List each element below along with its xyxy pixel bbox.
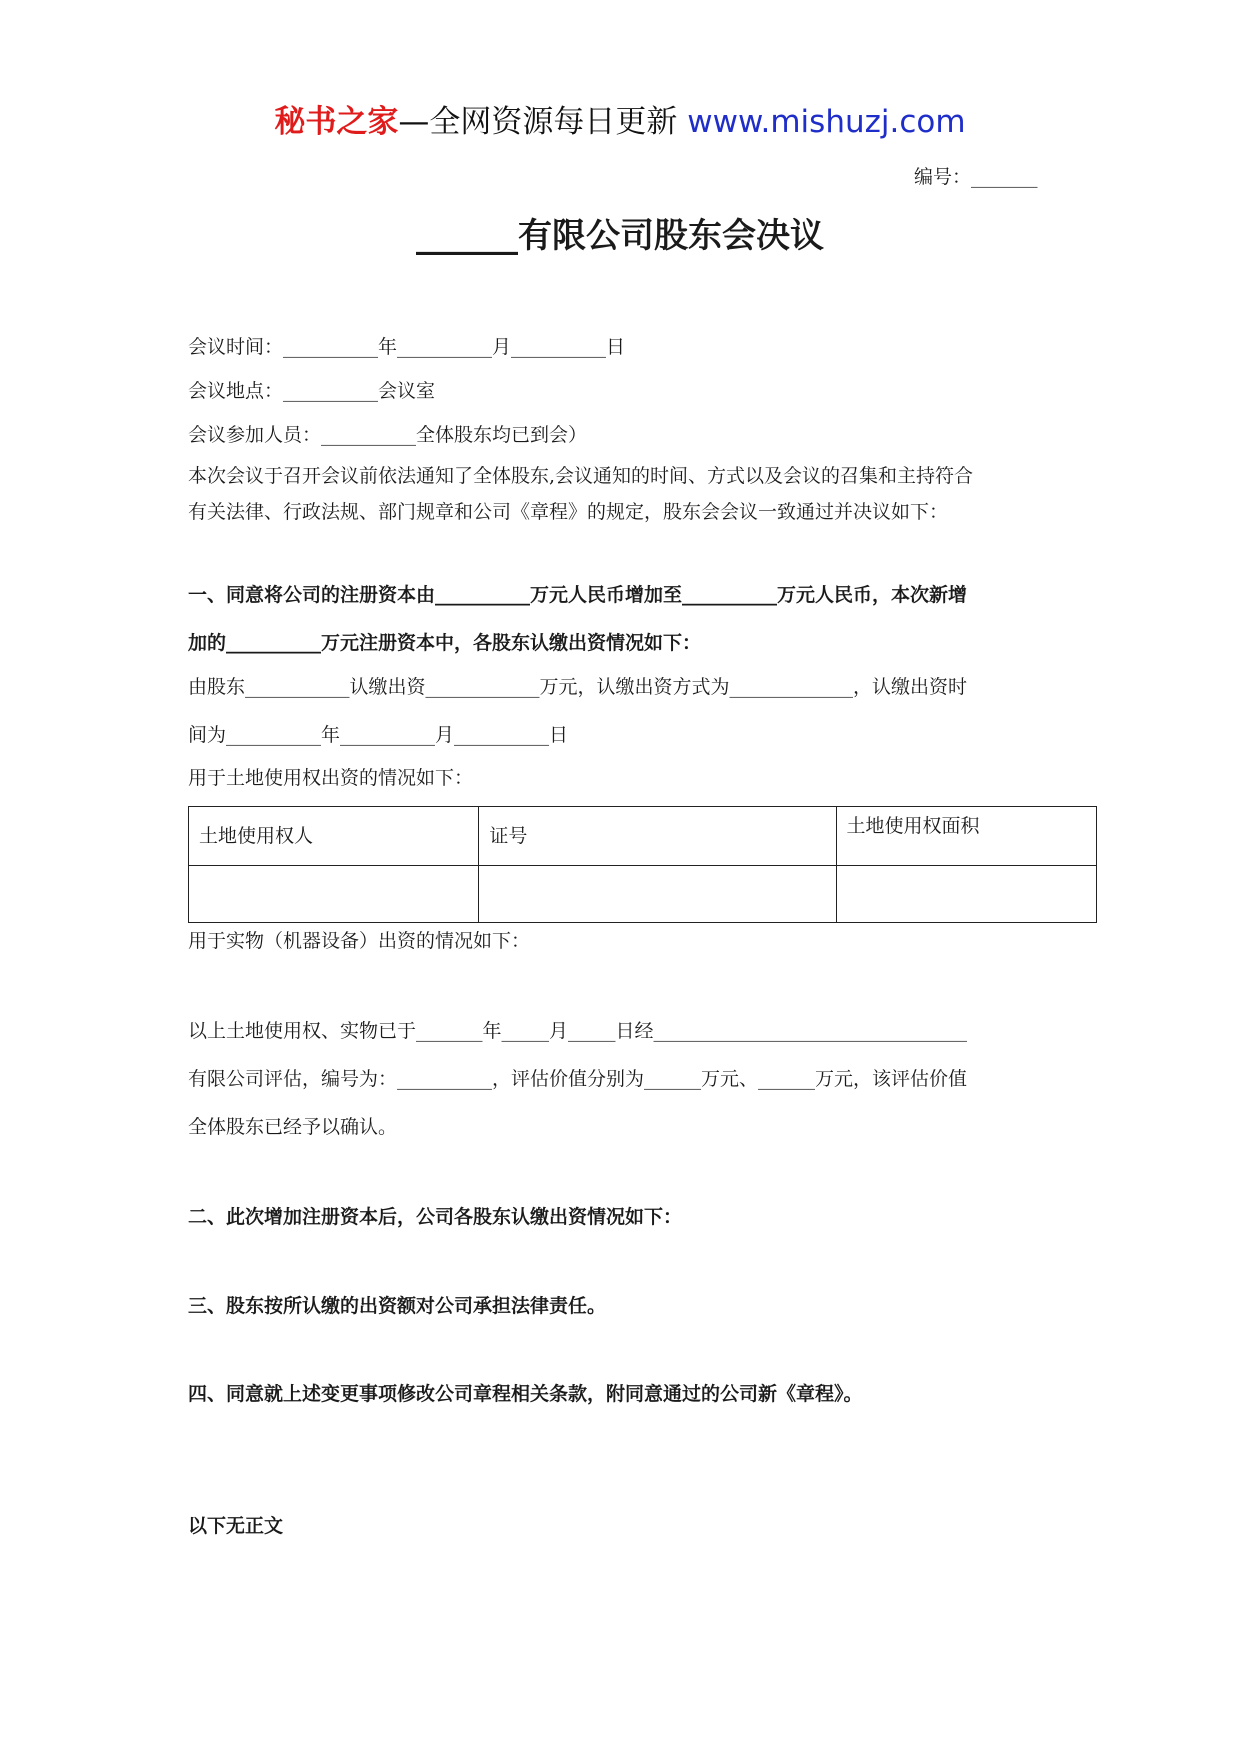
table-cell[interactable] — [479, 866, 836, 923]
item-1-line-1: 一、同意将公司的注册资本由__________万元人民币增加至__________万元人民币，本次新增 — [188, 584, 968, 606]
item-1-line-2: 加的__________万元注册资本中，各股东认缴出资情况如下： — [188, 632, 702, 654]
banner-slogan: —全网资源每日更新 — [398, 104, 688, 140]
meeting-attendees: 会议参加人员：__________全体股东均已到会） — [188, 424, 588, 446]
valuation-line-2: 有限公司评估，编号为：__________，评估价值分别为______万元、______万元，该评估价值 — [188, 1068, 968, 1090]
table-header-cell — [479, 807, 836, 866]
table-header-cell — [836, 807, 1096, 866]
intro-line-1: 本次会议于召开会议前依法通知了全体股东,会议通知的时间、方式以及会议的召集和主持符合 — [188, 465, 974, 487]
site-banner — [0, 100, 1240, 144]
document-number: 编号：_______ — [914, 166, 1038, 188]
land-use-table — [188, 806, 1097, 923]
meeting-time: 会议时间：__________年__________月__________日 — [188, 336, 626, 358]
page-title: ______有限公司股东会决议 — [416, 216, 824, 256]
table-cell[interactable] — [836, 866, 1096, 923]
intro-line-2: 有关法律、行政法规、部门规章和公司《章程》的规定，股东会会议一致通过并决议如下： — [188, 501, 949, 523]
valuation-line-3: 全体股东已经予以确认。 — [188, 1116, 398, 1138]
shareholder-line-1: 由股东___________认缴出资____________万元，认缴出资方式为_____________，认缴出资时 — [188, 676, 968, 698]
table-header-cell — [189, 807, 479, 866]
meeting-place: 会议地点：__________会议室 — [188, 380, 436, 402]
header-land-area: 土地使用权面积 — [846, 815, 980, 837]
item-4: 四、同意就上述变更事项修改公司章程相关条款，附同意通过的公司新《章程》。 — [188, 1383, 863, 1405]
table-cell[interactable] — [189, 866, 479, 923]
shareholder-line-2: 间为__________年__________月__________日 — [188, 724, 569, 746]
header-certificate-no: 证号 — [489, 825, 528, 847]
valuation-line-1: 以上土地使用权、实物已于_______年_____月_____日经_________________________________ — [188, 1020, 968, 1042]
table-row — [189, 866, 1097, 923]
end-of-text: 以下无正文 — [188, 1515, 284, 1537]
header-land-holder: 土地使用权人 — [199, 825, 314, 847]
item-2: 二、此次增加注册资本后，公司各股东认缴出资情况如下： — [188, 1206, 683, 1228]
banner-url[interactable]: www.mishuzj.com — [687, 104, 966, 140]
physical-intro: 用于实物（机器设备）出资的情况如下： — [188, 930, 531, 952]
land-intro: 用于土地使用权出资的情况如下： — [188, 767, 474, 789]
table-header-row — [189, 807, 1097, 866]
banner-brand: 秘书之家 — [274, 104, 399, 140]
item-3: 三、股东按所认缴的出资额对公司承担法律责任。 — [188, 1295, 607, 1317]
